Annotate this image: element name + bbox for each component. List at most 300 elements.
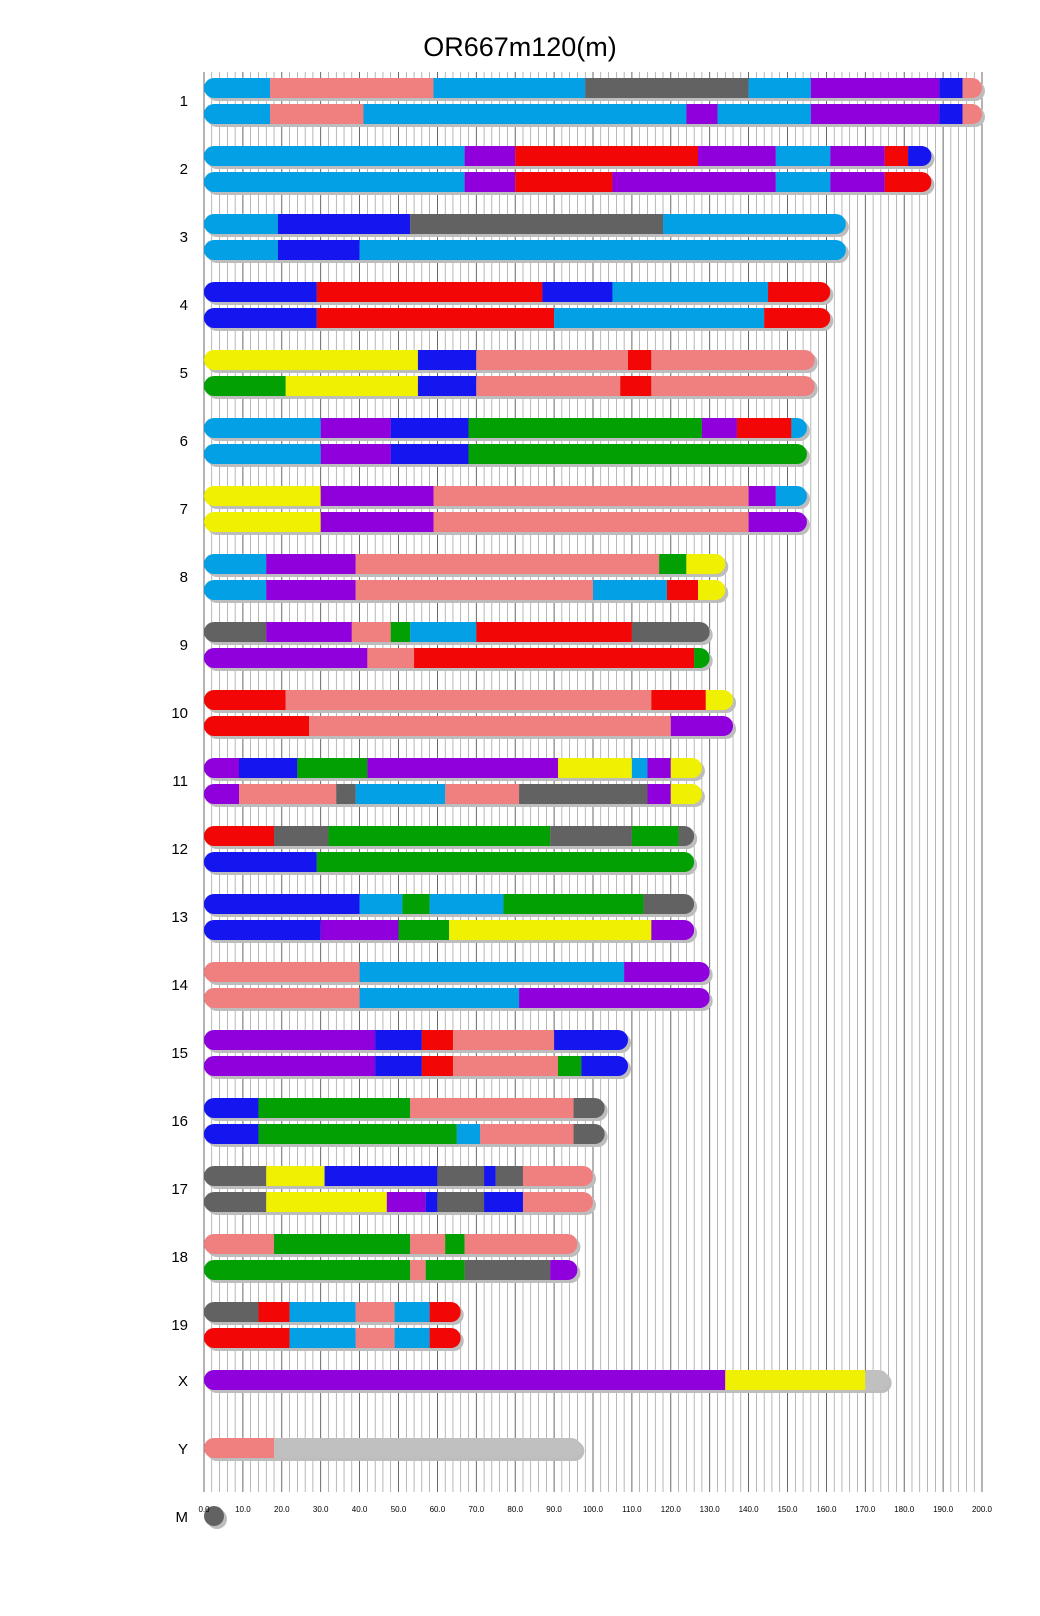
haplotype-segment xyxy=(574,1124,605,1144)
haplotype-segment xyxy=(581,1056,628,1076)
chromosome-label: 14 xyxy=(171,977,188,994)
haplotype-segment xyxy=(585,78,748,98)
haplotype-segment xyxy=(612,282,768,302)
haplotype-segment xyxy=(484,1166,496,1186)
haplotype-segment xyxy=(885,172,932,192)
x-axis-ticks xyxy=(198,1505,992,1514)
haplotype-bar xyxy=(204,622,713,645)
x-tick-label: 190.0 xyxy=(933,1505,954,1514)
haplotype-segment xyxy=(317,282,543,302)
haplotype-segment xyxy=(321,920,399,940)
haplotype-segment xyxy=(352,622,391,642)
haplotype-segment xyxy=(434,512,749,532)
haplotype-segment xyxy=(290,1302,356,1322)
x-tick-label: 30.0 xyxy=(312,1505,329,1514)
haplotype-segment xyxy=(811,78,939,98)
haplotype-segment xyxy=(651,376,814,396)
x-tick-label: 180.0 xyxy=(894,1505,915,1514)
haplotype-segment xyxy=(204,444,321,464)
chromosome-label: 19 xyxy=(171,1317,188,1334)
haplotype-segment xyxy=(663,214,846,234)
haplotype-segment xyxy=(375,1056,422,1076)
haplotype-bar xyxy=(204,214,849,237)
haplotype-segment xyxy=(204,826,274,846)
haplotype-bar xyxy=(204,1370,892,1393)
haplotype-segment xyxy=(469,444,807,464)
bar-segments xyxy=(204,78,982,98)
haplotype-segment xyxy=(651,350,814,370)
haplotype-segment xyxy=(628,350,651,370)
haplotype-segment xyxy=(204,1192,266,1212)
haplotype-bar xyxy=(204,554,728,577)
haplotype-segment xyxy=(593,580,667,600)
bar-segments xyxy=(204,826,694,846)
haplotype-segment xyxy=(336,784,355,804)
x-tick-label: 90.0 xyxy=(546,1505,562,1514)
haplotype-segment xyxy=(558,1056,581,1076)
bar-segments xyxy=(204,172,931,192)
bar-segments xyxy=(204,894,694,914)
haplotype-segment xyxy=(414,648,694,668)
haplotype-segment xyxy=(328,826,550,846)
haplotype-segment xyxy=(749,486,776,506)
haplotype-segment xyxy=(278,214,410,234)
haplotype-segment xyxy=(204,146,465,166)
haplotype-segment xyxy=(496,1166,523,1186)
haplotype-bar xyxy=(204,1302,464,1325)
haplotype-bar xyxy=(204,1124,608,1147)
haplotype-segment xyxy=(270,104,363,124)
bar-segments xyxy=(204,308,830,328)
haplotype-segment xyxy=(465,172,516,192)
bar-segments xyxy=(204,214,846,234)
haplotype-segment xyxy=(484,1192,523,1212)
haplotype-segment xyxy=(749,78,811,98)
haplotype-segment xyxy=(204,1438,274,1458)
haplotype-segment xyxy=(204,1370,725,1390)
haplotype-bar xyxy=(204,376,818,399)
haplotype-bar xyxy=(204,240,849,263)
haplotype-segment xyxy=(453,1056,558,1076)
haplotype-bar xyxy=(204,784,705,807)
haplotype-segment xyxy=(702,418,737,438)
haplotype-segment xyxy=(266,580,355,600)
haplotype-segment xyxy=(469,418,702,438)
haplotype-segment xyxy=(204,920,321,940)
haplotype-segment xyxy=(356,784,445,804)
haplotype-bars xyxy=(204,78,985,1529)
haplotype-segment xyxy=(647,784,670,804)
haplotype-segment xyxy=(204,418,321,438)
x-tick-label: 10.0 xyxy=(235,1505,251,1514)
haplotype-segment xyxy=(204,554,266,574)
haplotype-segment xyxy=(309,716,671,736)
haplotype-segment xyxy=(204,214,278,234)
haplotype-bar xyxy=(204,716,736,739)
haplotype-segment xyxy=(430,1302,461,1322)
haplotype-segment xyxy=(367,648,414,668)
haplotype-segment xyxy=(476,350,628,370)
haplotype-segment xyxy=(885,146,908,166)
haplotype-bar xyxy=(204,104,985,127)
haplotype-segment xyxy=(204,852,317,872)
x-tick-label: 40.0 xyxy=(351,1505,368,1514)
chromosome-labels xyxy=(171,93,188,1526)
haplotype-segment xyxy=(519,784,647,804)
haplotype-segment xyxy=(480,1124,573,1144)
chromosome-label: 3 xyxy=(179,229,188,246)
haplotype-segment xyxy=(258,1124,456,1144)
x-tick-label: 160.0 xyxy=(816,1505,837,1514)
bar-segments xyxy=(204,1328,461,1348)
haplotype-segment xyxy=(391,418,469,438)
haplotype-segment xyxy=(258,1098,410,1118)
haplotype-segment xyxy=(698,146,776,166)
haplotype-segment xyxy=(445,1234,464,1254)
bar-segments xyxy=(204,716,733,736)
bar-segments xyxy=(204,1302,461,1322)
haplotype-segment xyxy=(776,172,830,192)
haplotype-segment xyxy=(204,1124,258,1144)
haplotype-segment xyxy=(410,1260,426,1280)
chromosome-label: 1 xyxy=(179,93,188,110)
haplotype-segment xyxy=(204,988,360,1008)
haplotype-segment xyxy=(612,172,775,192)
haplotype-segment xyxy=(204,1328,290,1348)
x-tick-label: 100.0 xyxy=(582,1505,604,1514)
haplotype-segment xyxy=(204,648,367,668)
haplotype-segment xyxy=(698,580,725,600)
haplotype-segment xyxy=(624,962,710,982)
haplotype-segment xyxy=(204,486,321,506)
bar-segments xyxy=(204,350,815,370)
haplotype-segment xyxy=(317,308,554,328)
x-tick-label: 110.0 xyxy=(622,1505,642,1514)
bar-segments xyxy=(204,1192,593,1212)
haplotype-segment xyxy=(204,1056,375,1076)
haplotype-segment xyxy=(523,1192,593,1212)
bar-segments xyxy=(204,622,710,642)
haplotype-segment xyxy=(274,1234,410,1254)
haplotype-segment xyxy=(686,554,725,574)
chromosome-label: X xyxy=(177,1373,188,1390)
bar-segments xyxy=(204,758,702,778)
haplotype-segment xyxy=(632,826,679,846)
haplotype-segment xyxy=(410,214,663,234)
haplotype-segment xyxy=(671,716,733,736)
haplotype-segment xyxy=(737,418,791,438)
haplotype-segment xyxy=(426,1192,438,1212)
haplotype-segment xyxy=(204,1166,266,1186)
bar-segments xyxy=(204,1030,628,1050)
haplotype-segment xyxy=(558,758,632,778)
haplotype-segment xyxy=(204,1302,258,1322)
haplotype-segment xyxy=(830,172,884,192)
haplotype-segment xyxy=(360,988,519,1008)
bar-segments xyxy=(204,282,830,302)
haplotype-segment xyxy=(204,622,266,642)
haplotype-segment xyxy=(963,78,982,98)
haplotype-segment xyxy=(321,486,434,506)
haplotype-segment xyxy=(239,784,336,804)
haplotype-segment xyxy=(453,1030,554,1050)
bar-segments xyxy=(204,784,702,804)
bar-segments xyxy=(204,1056,628,1076)
haplotype-bar xyxy=(204,1234,580,1257)
haplotype-segment xyxy=(286,690,652,710)
haplotype-bar xyxy=(204,350,818,373)
bar-segments xyxy=(204,920,694,940)
haplotype-segment xyxy=(321,512,434,532)
chromosome-label: 9 xyxy=(179,637,188,654)
haplotype-segment xyxy=(515,146,698,166)
haplotype-segment xyxy=(204,78,270,98)
bar-segments xyxy=(204,146,931,166)
haplotype-bar xyxy=(204,648,713,671)
haplotype-segment xyxy=(671,758,702,778)
x-tick-label: 60.0 xyxy=(429,1505,446,1514)
haplotype-segment xyxy=(204,350,418,370)
haplotype-segment xyxy=(204,1098,258,1118)
haplotype-bar xyxy=(204,418,810,441)
haplotype-segment xyxy=(422,1056,453,1076)
chromosome-label: 11 xyxy=(172,773,188,790)
haplotype-segment xyxy=(706,690,733,710)
chromosome-label: M xyxy=(175,1509,188,1526)
haplotype-segment xyxy=(410,1234,445,1254)
x-tick-label: 170.0 xyxy=(855,1505,876,1514)
chromosome-label: 7 xyxy=(179,501,188,518)
bar-segments xyxy=(204,988,710,1008)
x-tick-label: 120.0 xyxy=(660,1505,681,1514)
haplotype-segment xyxy=(426,1260,465,1280)
haplotype-segment xyxy=(356,554,659,574)
haplotype-segment xyxy=(297,758,367,778)
haplotype-segment xyxy=(939,78,962,98)
chromosome-label: 4 xyxy=(179,297,188,314)
haplotype-segment xyxy=(204,172,465,192)
haplotype-segment xyxy=(286,376,418,396)
haplotype-segment xyxy=(554,308,764,328)
haplotype-bar xyxy=(204,1260,580,1283)
haplotype-segment xyxy=(266,1166,324,1186)
haplotype-segment xyxy=(204,758,239,778)
haplotype-segment xyxy=(671,784,702,804)
haplotype-segment xyxy=(321,444,391,464)
haplotype-segment xyxy=(519,988,710,1008)
haplotype-bar xyxy=(204,512,810,535)
haplotype-segment xyxy=(204,690,286,710)
haplotype-segment xyxy=(410,622,476,642)
haplotype-segment xyxy=(375,1030,422,1050)
haplotype-segment xyxy=(204,282,317,302)
haplotype-segment xyxy=(204,716,309,736)
haplotype-segment xyxy=(356,580,593,600)
bar-segments xyxy=(204,1234,577,1254)
haplotype-segment xyxy=(939,104,962,124)
haplotype-segment xyxy=(465,146,516,166)
haplotype-segment xyxy=(647,758,670,778)
haplotype-segment xyxy=(204,784,239,804)
bar-segments xyxy=(204,1166,593,1186)
haplotype-bar xyxy=(204,1166,596,1189)
haplotype-segment xyxy=(963,104,982,124)
haplotype-bar xyxy=(204,282,833,305)
haplotype-segment xyxy=(266,622,352,642)
haplotype-segment xyxy=(776,146,830,166)
haplotype-segment xyxy=(550,1260,577,1280)
haplotype-segment xyxy=(644,894,695,914)
bar-segments xyxy=(204,1370,889,1390)
haplotype-bar xyxy=(204,486,810,509)
haplotype-segment xyxy=(725,1370,865,1390)
haplotype-bar xyxy=(204,1328,464,1351)
haplotype-segment xyxy=(434,78,586,98)
haplotype-segment xyxy=(768,282,830,302)
haplotype-bar xyxy=(204,988,713,1011)
haplotype-segment xyxy=(550,826,632,846)
chromosome-label: 5 xyxy=(179,365,188,382)
x-tick-label: 70.0 xyxy=(468,1505,485,1514)
haplotype-segment xyxy=(391,622,410,642)
x-tick-label: 200.0 xyxy=(971,1505,993,1514)
haplotype-bar xyxy=(204,1030,631,1053)
haplotype-bar xyxy=(204,1438,584,1461)
x-tick-label: 140.0 xyxy=(738,1505,759,1514)
haplotype-bar xyxy=(204,962,713,985)
haplotype-bar xyxy=(204,146,934,169)
chromosome-label: Y xyxy=(177,1441,188,1458)
bar-segments xyxy=(204,1098,605,1118)
bar-segments xyxy=(204,512,807,532)
haplotype-segment xyxy=(367,758,558,778)
haplotype-segment xyxy=(270,78,433,98)
haplotype-segment xyxy=(445,784,519,804)
chromosome-label: 16 xyxy=(171,1113,188,1130)
haplotype-segment xyxy=(274,826,328,846)
haplotype-bar xyxy=(204,1056,631,1079)
haplotype-segment xyxy=(430,1328,461,1348)
haplotype-segment xyxy=(457,1124,480,1144)
haplotype-bar xyxy=(204,1192,596,1215)
chromosome-label: 6 xyxy=(179,433,188,450)
haplotype-segment xyxy=(360,894,403,914)
haplotype-segment xyxy=(465,1260,551,1280)
haplotype-segment xyxy=(418,350,476,370)
haplotype-segment xyxy=(749,512,807,532)
x-tick-label: 150.0 xyxy=(777,1505,798,1514)
haplotype-bar xyxy=(204,920,697,943)
x-tick-label: 80.0 xyxy=(507,1505,523,1514)
haplotype-segment xyxy=(387,1192,426,1212)
haplotype-segment xyxy=(811,104,939,124)
haplotype-segment xyxy=(204,1260,410,1280)
haplotype-bar xyxy=(204,308,833,331)
bar-segments xyxy=(204,554,725,574)
haplotype-segment xyxy=(258,1302,289,1322)
haplotype-bar xyxy=(204,690,736,713)
haplotype-segment xyxy=(278,240,360,260)
haplotype-segment xyxy=(410,1098,573,1118)
haplotype-segment xyxy=(437,1166,484,1186)
haplotype-bar xyxy=(204,78,985,101)
haplotype-segment xyxy=(717,104,810,124)
chromosome-label: 13 xyxy=(171,909,188,926)
bar-segments xyxy=(204,104,982,124)
haplotype-segment xyxy=(776,486,807,506)
x-tick-label: 130.0 xyxy=(699,1505,720,1514)
bar-segments xyxy=(204,1260,577,1280)
chromosome-label: 8 xyxy=(179,569,188,586)
haplotype-segment xyxy=(360,240,846,260)
haplotype-segment xyxy=(395,1328,430,1348)
haplotype-segment xyxy=(434,486,749,506)
haplotype-segment xyxy=(204,962,360,982)
haplotype-bar xyxy=(204,758,705,781)
haplotype-segment xyxy=(204,512,321,532)
haplotype-segment xyxy=(465,1234,578,1254)
haplotype-segment xyxy=(356,1302,395,1322)
haplotype-bar xyxy=(204,1098,608,1121)
chromosome-label: 17 xyxy=(171,1181,188,1198)
haplotype-segment xyxy=(422,1030,453,1050)
haplotype-segment xyxy=(266,1192,387,1212)
haplotype-segment xyxy=(504,894,644,914)
haplotype-bar xyxy=(204,172,934,195)
chromosome-label: 15 xyxy=(171,1045,188,1062)
haplotype-segment xyxy=(325,1166,438,1186)
haplotype-segment xyxy=(239,758,297,778)
haplotype-segment xyxy=(632,622,710,642)
haplotype-segment xyxy=(356,1328,395,1348)
x-tick-label: 50.0 xyxy=(390,1505,407,1514)
haplotype-segment xyxy=(476,622,632,642)
chromosome-label: 2 xyxy=(179,161,188,178)
bar-segments xyxy=(204,648,710,668)
haplotype-segment xyxy=(430,894,504,914)
haplotype-segment xyxy=(667,580,698,600)
haplotype-segment xyxy=(391,444,469,464)
chart-title: OR667m120(m) xyxy=(423,32,617,62)
haplotype-segment xyxy=(686,104,717,124)
haplotype-segment xyxy=(476,376,620,396)
x-tick-label: 0.0 xyxy=(198,1505,210,1514)
haplotype-segment xyxy=(659,554,686,574)
haplotype-segment xyxy=(554,1030,628,1050)
bar-segments xyxy=(204,376,815,396)
haplotype-segment xyxy=(204,308,317,328)
bar-segments xyxy=(204,1124,605,1144)
haplotype-segment xyxy=(204,104,270,124)
haplotype-bar xyxy=(204,852,697,875)
haplotype-segment xyxy=(865,1370,888,1390)
haplotype-segment xyxy=(399,920,450,940)
haplotype-segment xyxy=(360,962,625,982)
bar-segments xyxy=(204,444,807,464)
bar-segments xyxy=(204,240,846,260)
haplotype-bar xyxy=(204,444,810,467)
bar-segments xyxy=(204,580,725,600)
haplotype-segment xyxy=(651,920,694,940)
haplotype-segment xyxy=(204,240,278,260)
haplotype-segment xyxy=(574,1098,605,1118)
haplotype-segment xyxy=(290,1328,356,1348)
chromosome-label: 18 xyxy=(171,1249,188,1266)
haplotype-segment xyxy=(651,690,705,710)
bar-segments xyxy=(204,1438,581,1458)
haplotype-bar xyxy=(204,826,697,849)
haplotype-segment xyxy=(620,376,651,396)
